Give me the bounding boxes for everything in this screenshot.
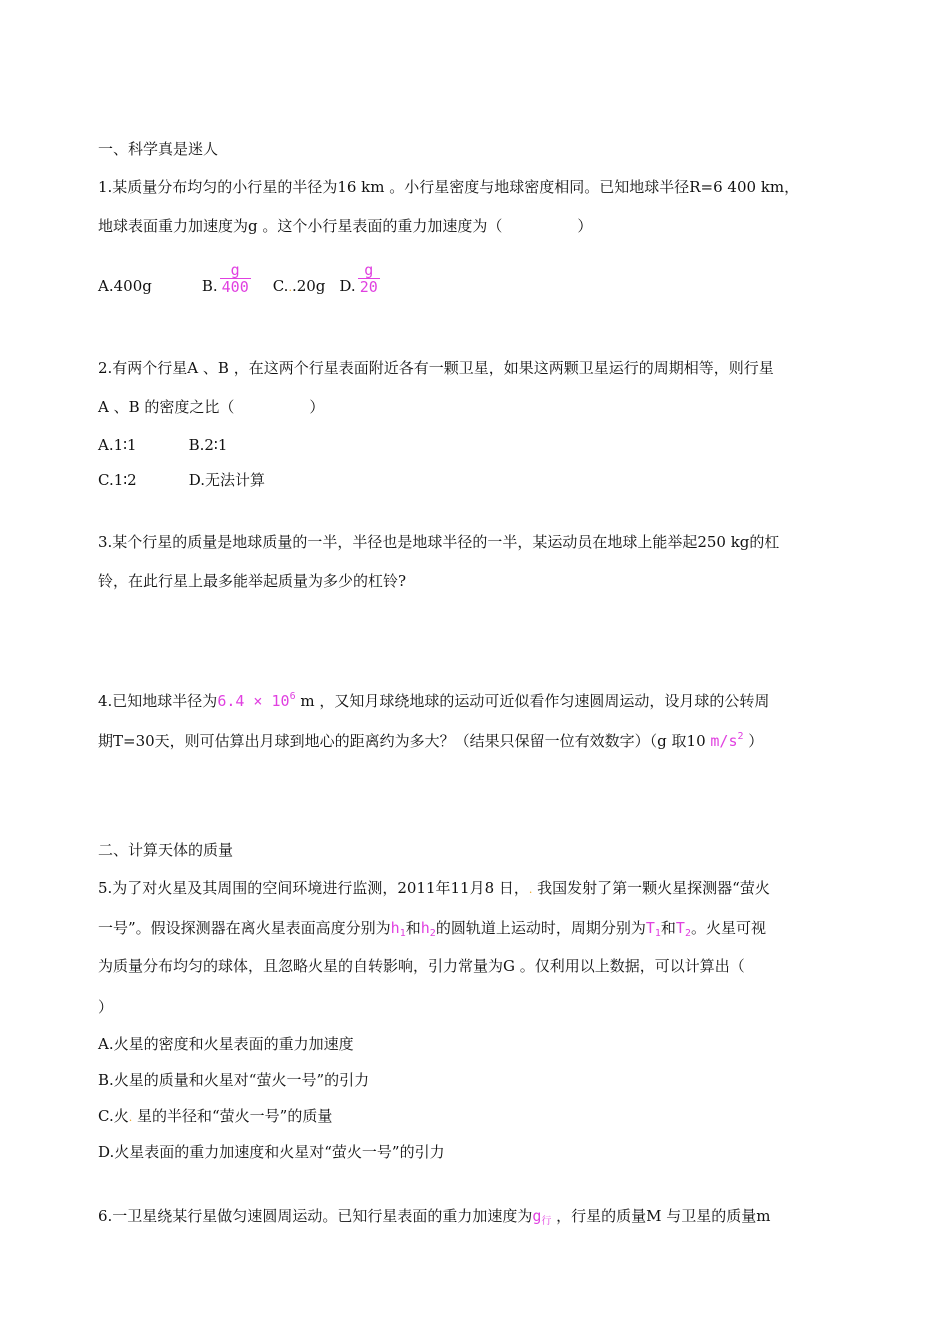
section1-title: 一、科学真是迷人: [98, 140, 219, 158]
h1-symbol: $h_1$: [390, 919, 406, 939]
g-planet-symbol: $g_行$: [532, 1207, 552, 1227]
q1-line2: 地球表面重力加速度为g 。这个小行星表面的重力加速度为（ ）: [98, 217, 593, 235]
q2-line2: A 、B 的密度之比（ ）: [98, 398, 325, 416]
q1-option-c: C...20g: [272, 277, 326, 295]
earth-radius-value: $6.4 \times 10^6$: [217, 691, 296, 710]
q2-option-c: C.1∶2: [98, 471, 137, 489]
q1-line1: 1.某质量分布均匀的小行星的半径为16 km 。小行星密度与地球密度相同。已知地球半径R=6 400 km，: [98, 178, 800, 196]
q5-line4: ）: [98, 998, 114, 1016]
q2-line1: 2.有两个行星A 、B ，在这两个行星表面附近各有一颗卫星，如果这两颗卫星运行的周期相等，则行星: [98, 359, 774, 377]
q5-line1: 5.为了对火星及其周围的空间环境进行监测，2011年11月8 日，. 我国发射了第一颗火星探测器“萤火: [98, 879, 770, 897]
h2-symbol: $h_2$: [420, 919, 436, 939]
q4-line2: 期T=30天，则可估算出月球到地心的距离约为多大？（结果只保留一位有效数字）（g 取10 $m/s^2$ ）: [98, 731, 764, 750]
q2-option-a: A.1∶1: [98, 436, 137, 454]
q2-options-row2: [98, 470, 265, 490]
q5-option-c: C.火. 星的半径和“萤火一号”的质量: [98, 1107, 333, 1125]
q1-option-a: A.400g: [98, 277, 152, 295]
t2-symbol: $T_2$: [675, 919, 691, 939]
q5-option-a: A.火星的密度和火星表面的重力加速度: [98, 1035, 354, 1053]
q3-line1: 3.某个行星的质量是地球质量的一半，半径也是地球半径的一半，某运动员在地球上能举起250 kg的杠: [98, 533, 780, 551]
q1-option-d: D. $\frac{g}{20}$: [339, 260, 378, 296]
q2-option-b: B.2∶1: [188, 436, 228, 454]
t1-symbol: $T_1$: [645, 919, 661, 939]
q2-options-row1: [98, 435, 227, 455]
q5-line3: 为质量分布均匀的球体，且忽略火星的自转影响，引力常量为G 。仅利用以上数据，可以计算出（: [98, 957, 745, 975]
q2-option-d: D.无法计算: [188, 471, 265, 489]
q1-option-b: B. $\frac{g}{400}$: [201, 260, 249, 296]
section2-title: 二、计算天体的质量: [98, 841, 234, 859]
q5-line2: 一号”。假设探测器在离火星表面高度分别为$h_1$和$h_2$的圆轨道上运动时，周期分别为$T_1$和$T_2$。火星可视: [98, 919, 766, 939]
q6-line1: 6.一卫星绕某行星做匀速圆周运动。已知行星表面的重力加速度为$g_行$ ，行星的质量M 与卫星的质量m: [98, 1207, 771, 1227]
q5-option-b: B.火星的质量和火星对“萤火一号”的引力: [98, 1071, 370, 1089]
q5-option-d: D.火星表面的重力加速度和火星对“萤火一号”的引力: [98, 1143, 445, 1161]
q3-line2: 铃，在此行星上最多能举起质量为多少的杠铃?: [98, 572, 407, 590]
q4-line1: 4.已知地球半径为$6.4 \times 10^6$ m ，又知月球绕地球的运动可近似看作匀速圆周运动，设月球的公转周: [98, 691, 770, 710]
acceleration-unit: $m/s^2$: [710, 731, 744, 750]
q1-options: [98, 260, 382, 310]
